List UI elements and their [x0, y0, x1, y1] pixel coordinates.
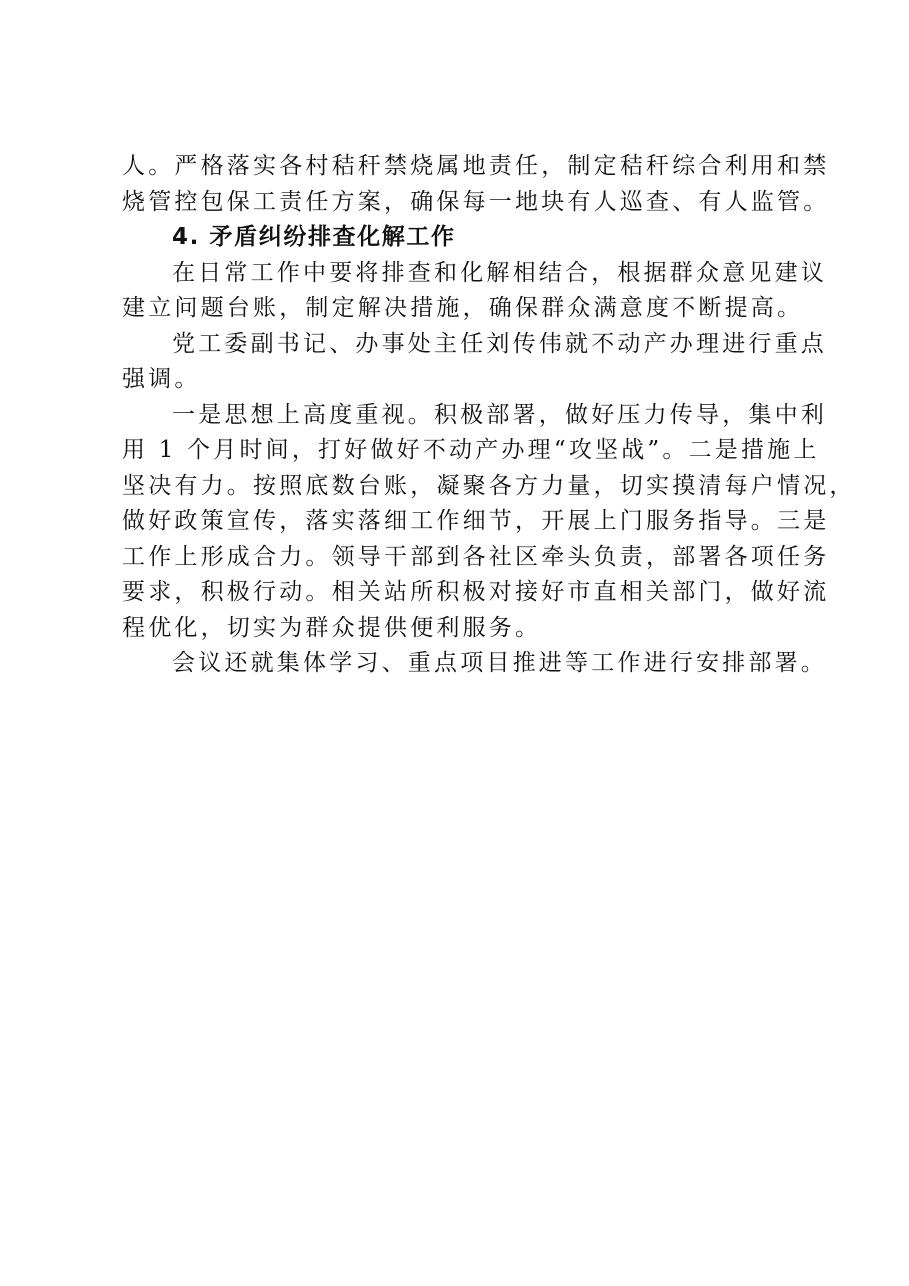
text-line: 要求，积极行动。相关站所积极对接好市直相关部门，做好流 — [122, 579, 830, 605]
section-heading-4: 4. 矛盾纠纷排查化解工作 — [172, 224, 456, 250]
text-line: 建立问题台账，制定解决措施，确保群众满意度不断提高。 — [122, 295, 804, 321]
text-line: 程优化，切实为群众提供便利服务。 — [122, 614, 542, 641]
text-line: 烧管控包保工责任方案，确保每一地块有人巡查、有人监管。 — [122, 188, 830, 215]
paragraph-real-estate-emphasis — [122, 327, 827, 398]
document-body — [122, 149, 856, 682]
text-line: 党工委副书记、办事处主任刘传伟就不动产办理进行重点 — [172, 330, 827, 357]
text-line: 用 1 个月时间，打好做好不动产办理“攻坚战”。二是措施上 — [122, 437, 820, 463]
text-line: 强调。 — [122, 366, 201, 392]
paragraph-dispute-resolution — [122, 256, 827, 327]
text-line: 做好政策宣传，落实落细工作细节，开展上门服务指导。三是 — [122, 508, 830, 534]
paragraph-straw-burning — [122, 149, 830, 220]
text-line: 一是思想上高度重视。积极部署，做好压力传导，集中利 — [172, 401, 827, 428]
text-line: 坚决有力。按照底数台账，凝聚各方力量，切实摸清每户情况， — [122, 472, 856, 499]
text-line: 会议还就集体学习、重点项目推进等工作进行安排部署。 — [172, 650, 827, 676]
text-line: 在日常工作中要将排查和化解相结合，根据群众意见建议 — [172, 259, 827, 286]
text-line: 工作上形成合力。领导干部到各社区牵头负责，部署各项任务 — [122, 543, 830, 570]
paragraph-closing — [122, 646, 827, 682]
paragraph-three-points — [122, 398, 856, 647]
text-line: 人。严格落实各村秸秆禁烧属地责任，制定秸秆综合利用和禁 — [122, 153, 830, 179]
